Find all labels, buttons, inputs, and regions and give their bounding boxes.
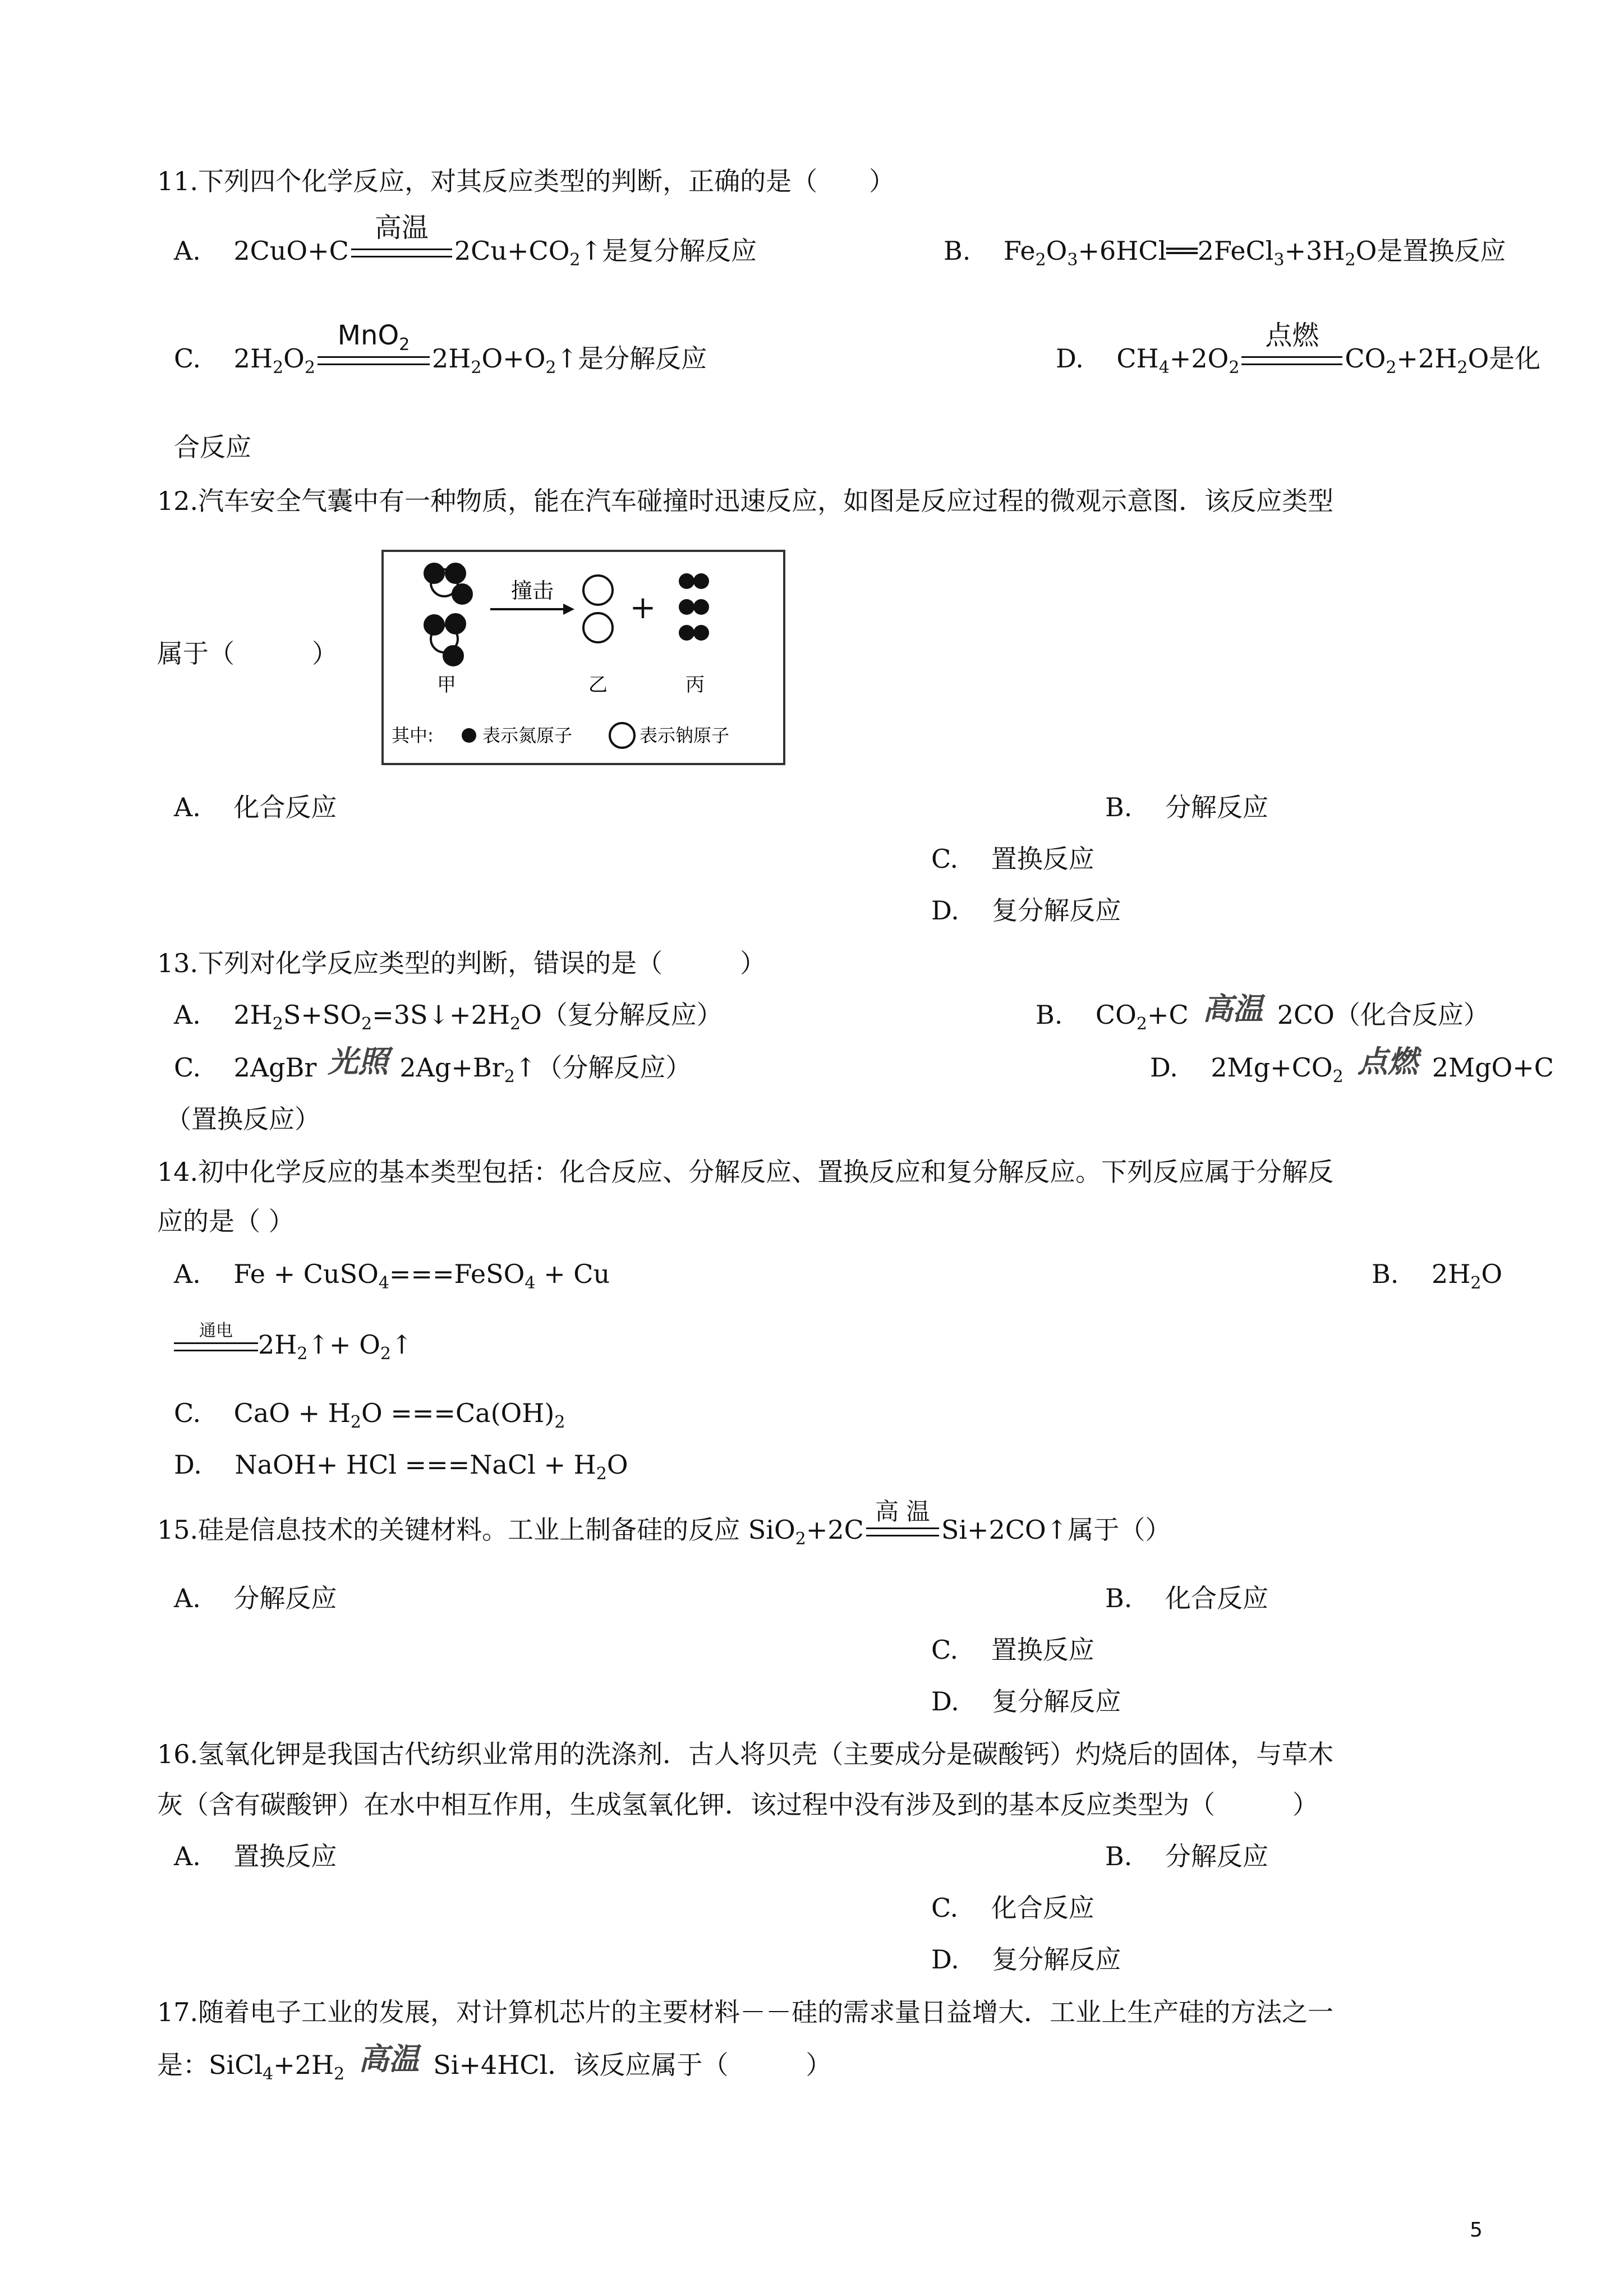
molecule-jia (425, 564, 472, 665)
q17-condition: 高温 (358, 2041, 420, 2077)
q16-option-a: A. 置换反应 (174, 1841, 337, 1871)
q12-stem-2: 属于（ ） (157, 638, 338, 669)
q11-stem: 11.下列四个化学反应，对其反应类型的判断，正确的是（ ） (157, 166, 895, 196)
q12-option-d: D. 复分解反应 (931, 895, 1121, 926)
fig-label-yi: 乙 (588, 674, 608, 696)
q12-option-b: B. 分解反应 (1105, 792, 1268, 822)
q11-a-condition: 高温 (374, 212, 429, 243)
q11-option-b: B. $Fe_2O_3+6HCl══2FeCl_3+3H_2O$是置换反应 (944, 236, 1506, 270)
molecule-yi (583, 576, 613, 642)
q14-option-c: C. CaO + $H_2O ===Ca(OH)_2$ (174, 1398, 565, 1432)
q14-option-b: B. $2H_2O$ (1372, 1259, 1503, 1293)
q11-c-condition: MnO (337, 320, 399, 351)
q11-option-c: C. $2H_2O_2$ MnO$_2$ $2H_2O+O_2↑$是分解反应 (174, 320, 707, 378)
q12-option-c: C. 置换反应 (931, 844, 1094, 874)
q13-stem: 13.下列对化学反应类型的判断，错误的是（ ） (157, 948, 766, 978)
q13-c-condition: 光照 (328, 1044, 389, 1079)
q15-option-b: B. 化合反应 (1105, 1583, 1268, 1613)
q11-d-tail: 合反应 (174, 432, 251, 462)
q13-option-a: A. $2H_2S+SO_2=3S↓+2H_2O$（复分解反应） (174, 1000, 723, 1034)
q13-d-tail: （置换反应） (165, 1104, 320, 1134)
q14-option-b-cont: 通电 $2H_2↑+$ $O_2↑$ (174, 1332, 413, 1358)
q14-option-a: A. Fe + CuSO$_4$===FeSO$_4$ + Cu (174, 1259, 610, 1293)
fig-legend-white: 表示钠原子 (640, 725, 730, 746)
fig-plus: + (629, 590, 656, 626)
q15-condition: 高 温 (875, 1498, 930, 1525)
q14-stem-2: 应的是（ ） (157, 1206, 295, 1236)
q16-stem-2: 灰（含有碳酸钾）在水中相互作用，生成氢氧化钾．该过程中没有涉及到的基本反应类型为（ ） (157, 1789, 1318, 1820)
q14-option-d: D. NaOH+ HCl ===NaCl + $H_2O$ (174, 1450, 628, 1484)
q15-option-d: D. 复分解反应 (931, 1686, 1121, 1717)
q14-b-condition: 通电 (199, 1321, 233, 1341)
fig-legend-black: 表示氮原子 (482, 725, 573, 746)
molecule-bing (679, 573, 709, 641)
q11-option-d: D. $CH_4+2O_2$ 点燃 $CO_2+2H_2O$是化 (1056, 320, 1541, 378)
q13-option-d: D. $2Mg+CO_2$ 点燃 2MgO+C (1150, 1044, 1554, 1087)
q13-d-condition: 点燃 (1357, 1044, 1418, 1079)
fig-label-bing: 丙 (686, 674, 705, 696)
q11-d-condition: 点燃 (1265, 320, 1319, 351)
fig-legend-prefix: 其中: (392, 725, 434, 746)
q15-option-c: C. 置换反应 (931, 1635, 1094, 1665)
fig-arrow-label: 撞击 (510, 578, 554, 603)
q14-stem: 14.初中化学反应的基本类型包括：化合反应、分解反应、置换反应和复分解反应。下列反应属于分解反 (157, 1157, 1334, 1187)
q15-option-a: A. 分解反应 (174, 1583, 337, 1613)
q13-b-condition: 高温 (1202, 991, 1263, 1027)
q16-stem: 16.氢氧化钾是我国古代纺织业常用的洗涤剂．古人将贝壳（主要成分是碳酸钙）灼烧后的固体，与草木 (157, 1739, 1334, 1769)
q13-option-b: B. $CO_2+C$ 高温 2CO（化合反应） (1036, 991, 1489, 1034)
fig-label-jia: 甲 (437, 674, 456, 696)
q17-stem: 17.随着电子工业的发展，对计算机芯片的主要材料－－硅的需求量日益增大．工业上生产硅的方法之一 (157, 1997, 1334, 2027)
q16-option-b: B. 分解反应 (1105, 1841, 1268, 1871)
q15-stem: 15.硅是信息技术的关键材料。工业上制备硅的反应 SiO$_2$+2C 高 温 Si+2CO↑属于（） (157, 1498, 1171, 1549)
page-number: 5 (1470, 2219, 1483, 2242)
q13-option-c: C. 2AgBr 光照 $2Ag+Br_2↑$（分解反应） (174, 1044, 692, 1087)
q16-option-d: D. 复分解反应 (931, 1944, 1121, 1975)
q12-option-a: A. 化合反应 (174, 792, 337, 822)
q12-stem: 12.汽车安全气囊中有一种物质，能在汽车碰撞时迅速反应，如图是反应过程的微观示意图．该反应类型 (157, 486, 1334, 516)
q11-option-a: A. 2CuO+C 高温 $2Cu+CO_2↑$是复分解反应 (174, 212, 757, 270)
q16-option-c: C. 化合反应 (931, 1893, 1094, 1923)
q12-figure (381, 550, 785, 765)
q17-stem-2: 是：$SiCl_4+2H_2$ 高温 Si+4HCl．该反应属于（ ） (157, 2041, 832, 2084)
